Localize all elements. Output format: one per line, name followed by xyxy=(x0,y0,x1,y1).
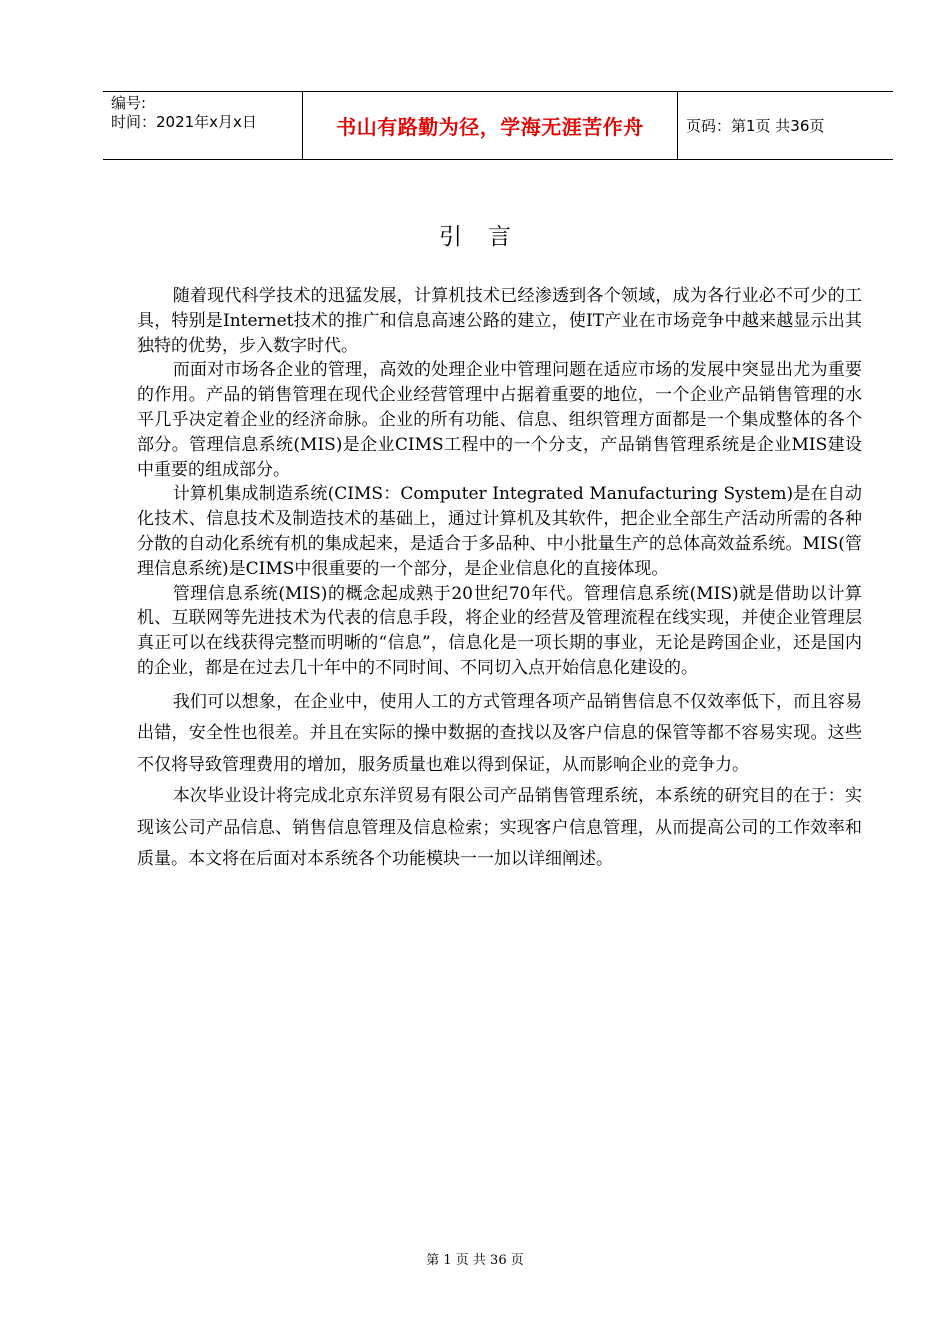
header-page-cell xyxy=(678,92,893,159)
time-label: 时间：2021年x月x日 xyxy=(111,113,257,131)
paragraph-1: 随着现代科学技术的迅猛发展，计算机技术已经渗透到各个领域，成为各行业必不可少的工具，特别是Internet技术的推广和信息高速公路的建立，使IT产业在市场竞争中越来越显示出其独特的优势，步入数字时代。 xyxy=(137,286,862,356)
number-label: 编号: xyxy=(111,94,147,112)
page-header-table xyxy=(103,91,893,160)
paragraph-2: 而面对市场各企业的管理，高效的处理企业中管理问题在适应市场的发展中突显出尤为重要的作用。产品的销售管理在现代企业经营管理中占据着重要的地位，一个企业产品销售管理的水平几乎决定着企业的经济命脉。企业的所有功能、信息、组织管理方面都是一个集成整体的各个部分。管理信息系统(MIS)是企业CIMS工程中的一个分支，产品销售管理系统是企业MIS建设中重要的组成部分。 xyxy=(137,360,862,480)
document-body xyxy=(137,284,862,876)
document-title: 引言 xyxy=(439,224,537,250)
motto-text: 书山有路勤为径，学海无涯苦作舟 xyxy=(336,115,644,139)
header-meta-cell xyxy=(103,92,303,159)
page-info: 页码：第1页 共36页 xyxy=(686,117,825,135)
paragraph-4: 管理信息系统(MIS)的概念起成熟于20世纪70年代。管理信息系统(MIS)就是借助以计算机、互联网等先进技术为代表的信息手段，将企业的经营及管理流程在线实现，并使企业管理层真正可以在线获得完整而明晰的“信息”，信息化是一项长期的事业，无论是跨国企业，还是国内的企业，都是在过去几十年中的不同时间、不同切入点开始信息化建设的。 xyxy=(137,583,862,678)
page-footer: 第 1 页 共 36 页 xyxy=(426,1253,524,1268)
paragraph-3: 计算机集成制造系统(CIMS：Computer Integrated Manufacturing System)是在自动化技术、信息技术及制造技术的基础上，通过计算机及其软件，把企业全部生产活动所需的各种分散的自动化系统有机的集成起来，是适合于多品种、中小批量生产的总体高效益系统。MIS(管理信息系统)是CIMS中很重要的一个部分，是企业信息化的直接体现。 xyxy=(137,484,862,579)
paragraph-5: 我们可以想象，在企业中，使用人工的方式管理各项产品销售信息不仅效率低下，而且容易出错，安全性也很差。并且在实际的操中数据的查找以及客户信息的保管等都不容易实现。这些不仅将导致管理费用的增加，服务质量也难以得到保证，从而影响企业的竞争力。 xyxy=(137,691,862,775)
header-motto-cell xyxy=(303,92,678,159)
paragraph-6: 本次毕业设计将完成北京东洋贸易有限公司产品销售管理系统，本系统的研究目的在于：实现该公司产品信息、销售信息管理及信息检索；实现客户信息管理，从而提高公司的工作效率和质量。本文将在后面对本系统各个功能模块一一加以详细阐述。 xyxy=(137,786,862,870)
